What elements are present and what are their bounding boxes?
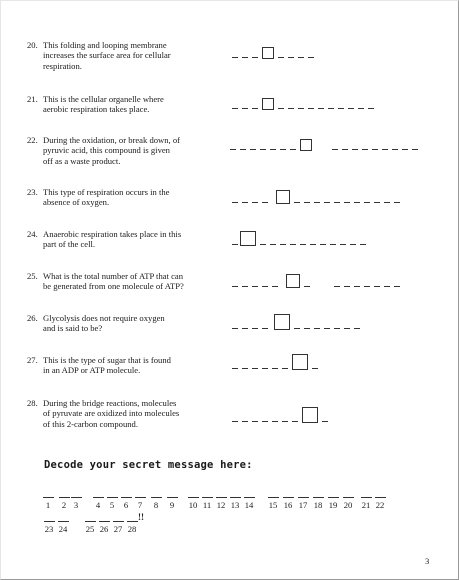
- question-line: This folding and looping membrane: [43, 40, 167, 50]
- question-23: [27, 187, 217, 208]
- letter-blank[interactable]: [282, 421, 288, 422]
- letter-blank[interactable]: [242, 286, 248, 287]
- question-line: absence of oxygen.: [43, 197, 110, 208]
- question-line: What is the total number of ATP that can: [43, 271, 184, 281]
- letter-blank[interactable]: [354, 202, 360, 203]
- question-line: increases the surface area for cellular: [43, 50, 171, 61]
- letter-blank[interactable]: [384, 286, 390, 287]
- letter-blank[interactable]: [272, 286, 278, 287]
- message-letter-blank[interactable]: [313, 497, 324, 498]
- question-27: [27, 355, 217, 376]
- letter-blank[interactable]: [344, 286, 350, 287]
- letter-blank[interactable]: [354, 286, 360, 287]
- message-position-number: 18: [313, 500, 323, 510]
- question-26: [27, 313, 217, 334]
- message-position-number: 25: [85, 524, 95, 534]
- question-number: 23.: [27, 187, 38, 197]
- letter-blank[interactable]: [338, 108, 344, 109]
- answer-blanks-23[interactable]: [232, 188, 412, 204]
- question-number: 24.: [27, 229, 38, 239]
- letter-blank[interactable]: [232, 421, 238, 422]
- message-letter-blank[interactable]: [71, 497, 82, 498]
- message-letter-blank[interactable]: [59, 497, 70, 498]
- key-letter-box[interactable]: [276, 190, 290, 204]
- question-number: 21.: [27, 94, 38, 104]
- letter-blank[interactable]: [298, 108, 304, 109]
- key-letter-box[interactable]: [292, 354, 308, 370]
- question-number: 20.: [27, 40, 38, 50]
- message-letter-blank[interactable]: [298, 497, 309, 498]
- message-position-number: 24: [58, 524, 68, 534]
- letter-blank[interactable]: [348, 108, 354, 109]
- answer-blanks-20[interactable]: [232, 43, 332, 59]
- question-line: Glycolysis does not require oxygen: [43, 313, 165, 323]
- message-letter-blank[interactable]: [361, 497, 372, 498]
- answer-blanks-25[interactable]: [232, 272, 412, 288]
- letter-blank[interactable]: [232, 328, 238, 329]
- message-position-number: 13: [230, 500, 240, 510]
- question-line: part of the cell.: [43, 239, 96, 250]
- message-position-number: 21: [361, 500, 371, 510]
- letter-blank[interactable]: [320, 244, 326, 245]
- letter-blank[interactable]: [342, 149, 348, 150]
- key-letter-box[interactable]: [300, 139, 312, 151]
- message-position-number: 22: [375, 500, 385, 510]
- letter-blank[interactable]: [252, 368, 258, 369]
- letter-blank[interactable]: [344, 328, 350, 329]
- letter-blank[interactable]: [272, 368, 278, 369]
- question-number: 28.: [27, 398, 38, 408]
- message-letter-blank[interactable]: [216, 497, 227, 498]
- letter-blank[interactable]: [262, 421, 268, 422]
- letter-blank[interactable]: [242, 368, 248, 369]
- letter-blank[interactable]: [394, 286, 400, 287]
- key-letter-box[interactable]: [262, 98, 274, 110]
- letter-blank[interactable]: [252, 57, 258, 58]
- letter-blank[interactable]: [242, 328, 248, 329]
- letter-blank[interactable]: [262, 328, 268, 329]
- answer-blanks-22[interactable]: [230, 135, 430, 151]
- letter-blank[interactable]: [324, 202, 330, 203]
- message-letter-blank[interactable]: [151, 497, 162, 498]
- letter-blank[interactable]: [308, 57, 314, 58]
- letter-blank[interactable]: [272, 421, 278, 422]
- letter-blank[interactable]: [364, 202, 370, 203]
- message-letter-blank[interactable]: [283, 497, 294, 498]
- question-line: in an ADP or ATP molecule.: [43, 365, 141, 376]
- question-25: [27, 271, 217, 292]
- question-line: respiration.: [43, 60, 82, 71]
- letter-blank[interactable]: [252, 108, 258, 109]
- message-position-number: 9: [169, 500, 175, 510]
- answer-blanks-21[interactable]: [232, 94, 412, 110]
- message-letter-blank[interactable]: [99, 521, 110, 522]
- letter-blank[interactable]: [372, 149, 378, 150]
- letter-blank[interactable]: [242, 421, 248, 422]
- letter-blank[interactable]: [304, 328, 310, 329]
- question-20: [27, 40, 217, 71]
- question-number: 25.: [27, 271, 38, 281]
- letter-blank[interactable]: [242, 202, 248, 203]
- letter-blank[interactable]: [314, 202, 320, 203]
- question-21: [27, 94, 217, 115]
- letter-blank[interactable]: [334, 286, 340, 287]
- message-position-number: 14: [244, 500, 254, 510]
- message-position-number: 1: [45, 500, 51, 510]
- message-letter-blank[interactable]: [43, 497, 54, 498]
- letter-blank[interactable]: [298, 57, 304, 58]
- message-position-number: 17: [298, 500, 308, 510]
- message-position-number: 26: [99, 524, 109, 534]
- message-letter-blank[interactable]: [135, 497, 146, 498]
- letter-blank[interactable]: [242, 108, 248, 109]
- letter-blank[interactable]: [374, 286, 380, 287]
- letter-blank[interactable]: [242, 57, 248, 58]
- message-letter-blank[interactable]: [167, 497, 178, 498]
- answer-blanks-26[interactable]: [232, 314, 382, 330]
- message-letter-blank[interactable]: [244, 497, 255, 498]
- letter-blank[interactable]: [318, 108, 324, 109]
- letter-blank[interactable]: [382, 149, 388, 150]
- question-number: 22.: [27, 135, 38, 145]
- message-position-number: 20: [343, 500, 353, 510]
- page-number: 3: [425, 556, 430, 566]
- question-number: 26.: [27, 313, 38, 323]
- letter-blank[interactable]: [282, 368, 288, 369]
- letter-blank[interactable]: [288, 57, 294, 58]
- question-line: of this 2-carbon compound.: [43, 418, 138, 429]
- letter-blank[interactable]: [280, 244, 286, 245]
- letter-blank[interactable]: [300, 244, 306, 245]
- message-letter-blank[interactable]: [343, 497, 354, 498]
- letter-blank[interactable]: [294, 202, 300, 203]
- question-line: off as a waste product.: [43, 155, 121, 166]
- message-letter-blank[interactable]: [230, 497, 241, 498]
- question-line: During the oxidation, or break down, of: [43, 135, 180, 145]
- letter-blank[interactable]: [304, 286, 310, 287]
- message-position-number: 12: [216, 500, 226, 510]
- message-position-number: 23: [44, 524, 54, 534]
- letter-blank[interactable]: [232, 57, 238, 58]
- letter-blank[interactable]: [270, 244, 276, 245]
- letter-blank[interactable]: [290, 244, 296, 245]
- question-number: 27.: [27, 355, 38, 365]
- message-letter-blank[interactable]: [202, 497, 213, 498]
- decode-title: Decode your secret message here:: [44, 459, 253, 471]
- message-position-number: 6: [123, 500, 129, 510]
- letter-blank[interactable]: [312, 368, 318, 369]
- letter-blank[interactable]: [340, 244, 346, 245]
- question-line: pyruvic acid, this compound is given: [43, 145, 170, 156]
- question-24: [27, 229, 217, 250]
- message-letter-blank[interactable]: [127, 521, 138, 522]
- letter-blank[interactable]: [252, 286, 258, 287]
- answer-blanks-27[interactable]: [232, 354, 332, 370]
- message-letter-blank[interactable]: [188, 497, 199, 498]
- question-line: be generated from one molecule of ATP?: [43, 281, 184, 292]
- letter-blank[interactable]: [332, 149, 338, 150]
- letter-blank[interactable]: [250, 149, 256, 150]
- letter-blank[interactable]: [232, 244, 238, 245]
- message-position-number: 27: [113, 524, 123, 534]
- letter-blank[interactable]: [280, 149, 286, 150]
- message-letter-blank[interactable]: [58, 521, 69, 522]
- message-position-number: 7: [137, 500, 143, 510]
- letter-blank[interactable]: [260, 244, 266, 245]
- message-position-number: 28: [127, 524, 137, 534]
- letter-blank[interactable]: [262, 286, 268, 287]
- letter-blank[interactable]: [360, 244, 366, 245]
- letter-blank[interactable]: [252, 328, 258, 329]
- message-letter-blank[interactable]: [268, 497, 279, 498]
- answer-blanks-24[interactable]: [232, 230, 382, 246]
- letter-blank[interactable]: [330, 244, 336, 245]
- message-position-number: 19: [328, 500, 338, 510]
- letter-blank[interactable]: [292, 421, 298, 422]
- question-22: [27, 135, 217, 166]
- key-letter-box[interactable]: [302, 407, 318, 423]
- letter-blank[interactable]: [344, 202, 350, 203]
- letter-blank[interactable]: [374, 202, 380, 203]
- letter-blank[interactable]: [384, 202, 390, 203]
- letter-blank[interactable]: [310, 244, 316, 245]
- question-line: This type of respiration occurs in the: [43, 187, 170, 197]
- letter-blank[interactable]: [232, 286, 238, 287]
- message-letter-blank[interactable]: [93, 497, 104, 498]
- message-letter-blank[interactable]: [328, 497, 339, 498]
- message-position-number: 16: [283, 500, 293, 510]
- letter-blank[interactable]: [232, 202, 238, 203]
- message-letter-blank[interactable]: [107, 497, 118, 498]
- question-line: aerobic respiration takes place.: [43, 104, 150, 115]
- question-28: [27, 398, 217, 429]
- letter-blank[interactable]: [412, 149, 418, 150]
- letter-blank[interactable]: [252, 421, 258, 422]
- letter-blank[interactable]: [308, 108, 314, 109]
- letter-blank[interactable]: [278, 108, 284, 109]
- message-position-number: 15: [268, 500, 278, 510]
- question-line: of pyruvate are oxidized into molecules: [43, 408, 180, 419]
- key-letter-box[interactable]: [262, 47, 274, 59]
- letter-blank[interactable]: [334, 328, 340, 329]
- question-line: Anaerobic respiration takes place in this: [43, 229, 182, 239]
- message-position-number: 10: [188, 500, 198, 510]
- letter-blank[interactable]: [352, 149, 358, 150]
- message-letter-blank[interactable]: [44, 521, 55, 522]
- key-letter-box[interactable]: [274, 314, 290, 330]
- letter-blank[interactable]: [230, 149, 236, 150]
- letter-blank[interactable]: [232, 108, 238, 109]
- letter-blank[interactable]: [358, 108, 364, 109]
- message-position-number: 2: [61, 500, 67, 510]
- letter-blank[interactable]: [394, 202, 400, 203]
- message-letter-blank[interactable]: [375, 497, 386, 498]
- letter-blank[interactable]: [252, 202, 258, 203]
- message-letter-blank[interactable]: [121, 497, 132, 498]
- letter-blank[interactable]: [402, 149, 408, 150]
- letter-blank[interactable]: [368, 108, 374, 109]
- letter-blank[interactable]: [324, 328, 330, 329]
- letter-blank[interactable]: [262, 202, 268, 203]
- message-position-number: 5: [109, 500, 115, 510]
- letter-blank[interactable]: [290, 149, 296, 150]
- message-position-number: 3: [73, 500, 79, 510]
- letter-blank[interactable]: [304, 202, 310, 203]
- message-letter-blank[interactable]: [85, 521, 96, 522]
- letter-blank[interactable]: [260, 149, 266, 150]
- question-line: This is the type of sugar that is found: [43, 355, 171, 365]
- question-line: This is the cellular organelle where: [43, 94, 164, 104]
- letter-blank[interactable]: [328, 108, 334, 109]
- letter-blank[interactable]: [364, 286, 370, 287]
- letter-blank[interactable]: [288, 108, 294, 109]
- letter-blank[interactable]: [350, 244, 356, 245]
- letter-blank[interactable]: [392, 149, 398, 150]
- message-position-number: 11: [202, 500, 212, 510]
- message-letter-blank[interactable]: [113, 521, 124, 522]
- question-line: and is said to be?: [43, 323, 103, 334]
- letter-blank[interactable]: [270, 149, 276, 150]
- message-position-number: 4: [95, 500, 101, 510]
- question-line: During the bridge reactions, molecules: [43, 398, 177, 408]
- letter-blank[interactable]: [294, 328, 300, 329]
- letter-blank[interactable]: [334, 202, 340, 203]
- letter-blank[interactable]: [362, 149, 368, 150]
- letter-blank[interactable]: [354, 328, 360, 329]
- letter-blank[interactable]: [232, 368, 238, 369]
- key-letter-box[interactable]: [286, 274, 300, 288]
- letter-blank[interactable]: [314, 328, 320, 329]
- message-position-number: 8: [153, 500, 159, 510]
- letter-blank[interactable]: [240, 149, 246, 150]
- exclamation-marks: !!: [138, 512, 144, 522]
- key-letter-box[interactable]: [240, 231, 256, 246]
- letter-blank[interactable]: [278, 57, 284, 58]
- letter-blank[interactable]: [262, 368, 268, 369]
- answer-blanks-28[interactable]: [232, 407, 332, 423]
- letter-blank[interactable]: [322, 421, 328, 422]
